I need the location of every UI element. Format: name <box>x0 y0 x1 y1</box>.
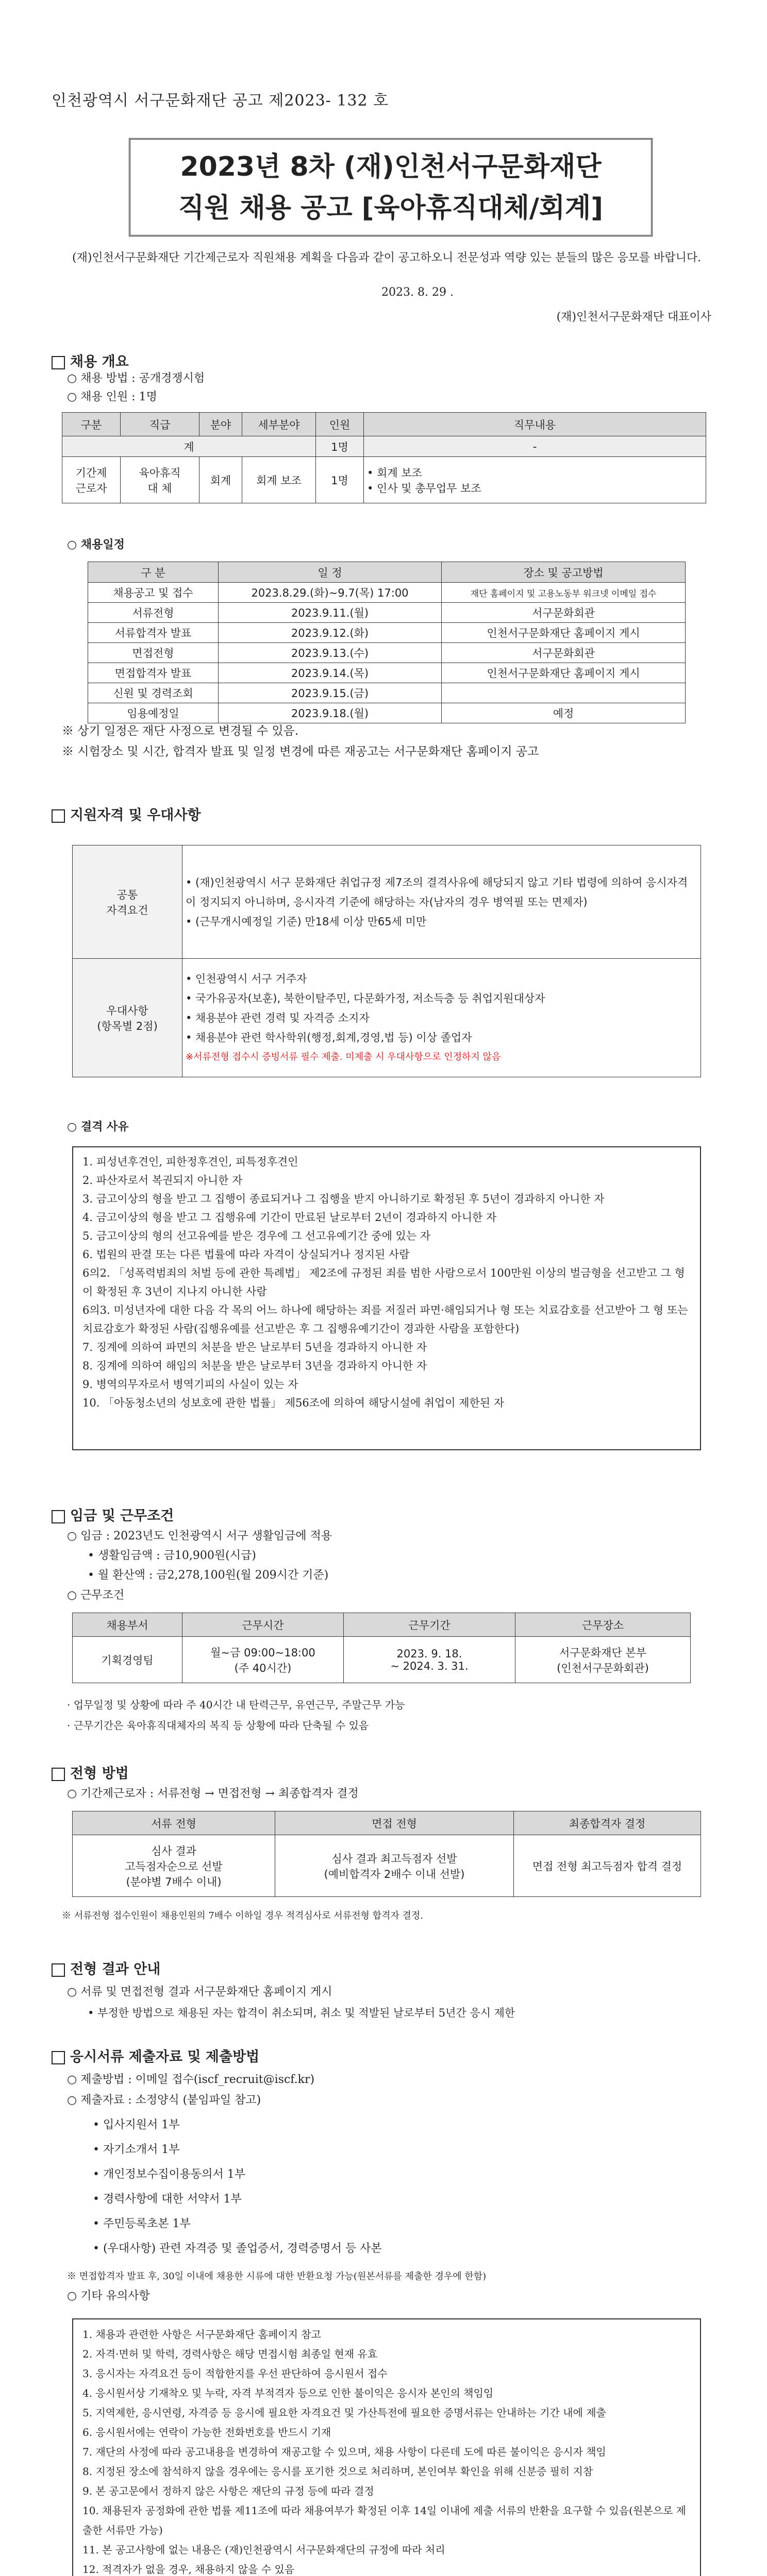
section-result-title: 전형 결과 안내 <box>52 1958 160 1978</box>
disq-item: 1. 피성년후견인, 피한정후견인, 피특정후견인 <box>82 1156 298 1168</box>
header-cell: 근무장소 <box>515 1613 691 1637</box>
header-cell: 직급 <box>121 413 199 436</box>
disq-item: 7. 징계에 의하여 파면의 처분을 받은 날로부터 5년을 경과하지 아니한 자 <box>82 1341 427 1353</box>
result-line-1: ○ 서류 및 면접전형 결과 서구문화재단 홈페이지 게시 <box>67 1986 332 1998</box>
announcement-page <box>52 0 716 2576</box>
selection-table <box>72 1811 701 1897</box>
note-item: 8. 지정된 장소에 참석하지 않을 경우에는 응시를 포기한 것으로 처리하며, 본인여부 확인을 위해 신분증 필히 지참 <box>82 2465 593 2478</box>
intro-text: (재)인천서구문화재단 기간제근로자 직원채용 계획을 다음과 같이 공고하오니 전문성과 역량 있는 분들의 많은 응모를 바랍니다. <box>72 251 702 264</box>
note-item: 6. 응시원서에는 연락이 가능한 전화번호를 반드시 기재 <box>82 2426 331 2438</box>
notes-box <box>72 2318 701 2576</box>
schedule-cell: 2023.9.12.(화) <box>219 623 442 643</box>
recruit-method: ○ 채용 방법 : 공개경쟁시험 <box>67 372 205 385</box>
common-item: • (근무개시예정일 기준) 만18세 이상 만65세 미만 <box>186 915 427 928</box>
work-cell: 기획경영팀 <box>73 1637 182 1683</box>
wage-item-1: • 생활임금액 : 금10,900원(시급) <box>88 1549 256 1562</box>
schedule-cell: 2023.9.18.(월) <box>219 703 442 723</box>
schedule-cell: 2023.9.13.(수) <box>219 643 442 663</box>
schedule-cell: 2023.9.11.(월) <box>219 603 442 623</box>
announce-date: 2023. 8. 29 . <box>381 286 454 299</box>
result-line-2: • 부정한 방법으로 채용된 자는 합격이 취소되며, 취소 및 적발된 날로부터 5년간 응시 제한 <box>88 2007 515 2019</box>
docs-note: ※ 면접합격자 발표 후, 30일 이내에 채용한 시류에 대한 반환요청 가능(원본서류를 제출한 경우에 한함) <box>67 2271 487 2282</box>
title-line-1: 2023년 8차 (재)인천서구문화재단 <box>180 151 602 182</box>
schedule-cell: 신원 및 경력조회 <box>88 683 219 703</box>
checkbox-icon <box>52 356 65 369</box>
eligibility-table <box>72 845 701 1077</box>
announcement-number: 인천광역시 서구문화재단 공고 제2023- 132 호 <box>52 92 389 110</box>
recruit-count: ○ 채용 인원 : 1명 <box>67 391 157 403</box>
schedule-cell: 서구문화회관 <box>442 603 686 623</box>
note-item: 5. 지역제한, 응시연령, 자격증 등 응시에 필요한 자격요건 및 가산특전에 필요한 증명서류는 안내하는 기간 내에 제출 <box>82 2406 606 2419</box>
work-cell: 월~금 09:00~18:00 (주 40시간) <box>182 1637 344 1683</box>
selection-cell: 심사 결과 최고득점자 선발 (예비합격자 2배수 이내 선발) <box>275 1835 514 1897</box>
doc-item: • (우대사항) 관련 자격증 및 졸업증서, 경력증명서 등 사본 <box>93 2242 382 2255</box>
selection-cell: 면접 전형 최고득점자 합격 결정 <box>514 1835 701 1897</box>
duty-item: • 회계 보조 <box>367 466 422 479</box>
note-item: 4. 응시원서상 기재착오 및 누락, 자격 부적격자 등으로 인한 불이익은 응시자 본인의 책임임 <box>82 2387 494 2399</box>
row-cell: 기간제 근로자 <box>62 457 121 503</box>
header-cell: 구 분 <box>88 562 219 583</box>
duty-cell <box>364 457 706 503</box>
disq-item: 5. 금고이상의 형의 선고유예를 받은 경우에 그 선고유예기간 중에 있는 자 <box>82 1230 431 1242</box>
note-item: 7. 재단의 사정에 따라 공고내용을 변경하여 재공고할 수 있으며, 채용 사항이 다른데 도에 따른 불이익은 응시자 책임 <box>82 2446 606 2458</box>
header-cell: 근무시간 <box>182 1613 344 1637</box>
schedule-table <box>88 562 686 723</box>
disq-item: 9. 병역의무자로서 병역기피의 사실이 있는 자 <box>82 1378 298 1391</box>
common-label: 공통 자격요건 <box>73 845 182 959</box>
common-item: • (재)인천광역시 서구 문화재단 취업규정 제7조의 결격사유에 해당되지 않고 기타 법령에 의하여 응시자격이 정지되지 아니하며, 응시자격 기준에 해당하는 자(남자의 경우 병역필 또는 면제자) <box>186 876 688 908</box>
schedule-cell <box>442 683 686 703</box>
disq-item: 6. 법원의 판결 또는 다른 법률에 따라 자격이 상실되거나 정지된 사람 <box>82 1248 410 1261</box>
wage-line: ○ 임금 : 2023년도 인천광역시 서구 생활임금에 적용 <box>67 1530 332 1543</box>
work-note-2: · 근무기간은 육아휴직대체자의 복직 등 상황에 따라 단축될 수 있음 <box>67 1719 369 1732</box>
header-cell: 분야 <box>199 413 242 436</box>
work-cell: 2023. 9. 18. ~ 2024. 3. 31. <box>344 1637 515 1683</box>
work-note-1: · 업무일정 및 상황에 따라 주 40시간 내 탄력근무, 유연근무, 주말근무 가능 <box>67 1699 405 1711</box>
overview-table <box>62 412 706 503</box>
checkbox-icon <box>52 809 65 823</box>
note-item: 9. 본 공고문에서 정하지 않은 사항은 재단의 규정 등에 따라 결정 <box>82 2485 374 2497</box>
title-line-2: 직원 채용 공고 [육아휴직대체/회계] <box>178 192 604 224</box>
pref-item: • 채용분야 관련 경력 및 자격증 소지자 <box>186 1011 370 1024</box>
pref-note: ※서류전형 접수시 증빙서류 필수 제출. 미제출 시 우대사항으로 인정하지 않음 <box>186 1051 501 1062</box>
checkbox-icon <box>52 2051 65 2064</box>
schedule-cell: 2023.8.29.(화)~9.7(목) 17:00 <box>219 583 442 603</box>
total-count: 1명 <box>316 436 364 457</box>
header-cell: 채용부서 <box>73 1613 182 1637</box>
doc-item: • 주민등록초본 1부 <box>93 2217 191 2230</box>
schedule-cell: 임용예정일 <box>88 703 219 723</box>
doc-item: • 경력사항에 대한 서약서 1부 <box>93 2193 242 2206</box>
section-wage-title: 임금 및 근무조건 <box>52 1504 174 1524</box>
schedule-cell: 2023.9.15.(금) <box>219 683 442 703</box>
section-overview-title: 채용 개요 <box>52 350 129 370</box>
checkbox-icon <box>52 1963 65 1977</box>
header-cell: 서류 전형 <box>73 1811 275 1835</box>
schedule-cell: 면접합격자 발표 <box>88 663 219 683</box>
note-item: 12. 적격자가 없을 경우, 채용하지 않을 수 있음 <box>82 2563 295 2575</box>
selection-note: ※ 서류전형 접수인원이 채용인원의 7배수 이하일 경우 적격심사로 서류전형 합격자 결정. <box>62 1910 423 1921</box>
selection-process: ○ 기간제근로자 : 서류전형 → 면접전형 → 최종합격자 결정 <box>67 1787 359 1800</box>
disq-item: 6의3. 미성년자에 대한 다음 각 목의 어느 하나에 해당하는 죄를 저질러 파면·해임되거나 형 또는 치료감호를 선고받아 그 형 또는 치료감호가 확정된 사람(집행유예를 선고받은 후 그 집행유예기간이 경과한 사람을 포함한다) <box>82 1304 688 1335</box>
disq-item: 10. 「아동청소년의 성보호에 관한 법률」 제56조에 의하여 해당시설에 취업이 제한된 자 <box>82 1397 505 1409</box>
selection-cell: 심사 결과 고득점자순으로 선발 (분야별 7배수 이내) <box>73 1835 275 1897</box>
schedule-note-1: ※ 상기 일정은 재단 사정으로 변경될 수 있음. <box>62 724 299 738</box>
disq-item: 2. 파산자로서 복권되지 아니한 자 <box>82 1174 243 1187</box>
submit-method: ○ 제출방법 : 이메일 접수(iscf_recruit@iscf.kr) <box>67 2073 315 2086</box>
pref-item: • 인천광역시 서구 거주자 <box>186 972 307 985</box>
duty-item: • 인사 및 총무업무 보조 <box>367 482 481 495</box>
pref-item: • 국가유공자(보훈), 북한이탈주민, 다문화가정, 저소득층 등 취업지원대상자 <box>186 992 545 1005</box>
pref-item: • 채용분야 관련 학사학위(행정,회계,경영,법 등) 이상 졸업자 <box>186 1031 472 1044</box>
note-item: 1. 채용과 관련한 사항은 서구문화재단 홈페이지 참고 <box>82 2328 321 2341</box>
header-cell: 일 정 <box>219 562 442 583</box>
schedule-title: ○ 채용일정 <box>67 538 125 551</box>
section-documents-title: 응시서류 제출자료 및 제출방법 <box>52 2045 259 2065</box>
section-eligibility-title: 지원자격 및 우대사항 <box>52 804 201 824</box>
disq-item: 4. 금고이상의 형을 받고 그 집행유예 기간이 만료된 날로부터 2년이 경과하지 아니한 자 <box>82 1211 497 1224</box>
header-cell: 면접 전형 <box>275 1811 514 1835</box>
section-selection-title: 전형 방법 <box>52 1762 129 1782</box>
note-item: 10. 채용된자 공정화에 관한 법률 제11조에 따라 채용여부가 확정된 이후 14일 이내에 제출 서류의 반환을 요구할 수 있음(원본으로 제출한 서류만 가능) <box>82 2504 686 2536</box>
schedule-cell: 인천서구문화재단 홈페이지 게시 <box>442 623 686 643</box>
checkbox-icon <box>52 1768 65 1781</box>
schedule-cell: 재단 홈페이지 및 고용노동부 워크넷 이메일 접수 <box>442 583 686 603</box>
wage-item-2: • 월 환산액 : 금2,278,100원(월 209시간 기준) <box>88 1569 329 1582</box>
checkbox-icon <box>52 1510 65 1523</box>
header-cell: 최종합격자 결정 <box>514 1811 701 1835</box>
schedule-cell: 서류합격자 발표 <box>88 623 219 643</box>
pref-items <box>182 959 701 1077</box>
doc-item: • 개인정보수집이용동의서 1부 <box>93 2168 245 2181</box>
doc-item: • 자기소개서 1부 <box>93 2143 180 2156</box>
header-cell: 구분 <box>62 413 121 436</box>
pref-label: 우대사항 (항목별 2점) <box>73 959 182 1077</box>
header-cell: 인원 <box>316 413 364 436</box>
schedule-cell: 2023.9.14.(목) <box>219 663 442 683</box>
work-cell: 서구문화재단 본부 (인천서구문화회관) <box>515 1637 691 1683</box>
schedule-cell: 서구문화회관 <box>442 643 686 663</box>
header-cell: 근무기간 <box>344 1613 515 1637</box>
doc-item: • 입사지원서 1부 <box>93 2119 180 2131</box>
schedule-cell: 서류전형 <box>88 603 219 623</box>
org-name: (재)인천서구문화재단 대표이사 <box>556 311 711 324</box>
total-duty: - <box>364 436 706 457</box>
title-box <box>129 138 653 236</box>
schedule-cell: 면접전형 <box>88 643 219 663</box>
disq-item: 3. 금고이상의 형을 받고 그 집행이 종료되거나 그 집행을 받지 아니하기로 확정된 후 5년이 경과하지 아니한 자 <box>82 1193 605 1205</box>
schedule-cell: 인천서구문화재단 홈페이지 게시 <box>442 663 686 683</box>
disq-item: 8. 징계에 의하여 해임의 처분을 받은 날로부터 3년을 경과하지 아니한 자 <box>82 1360 427 1372</box>
row-cell: 1명 <box>316 457 364 503</box>
disqualification-box <box>72 1146 701 1450</box>
disqualification-title: ○ 결격 사유 <box>67 1120 129 1133</box>
work-cond-title: ○ 근무조건 <box>67 1589 125 1602</box>
note-item: 3. 응시자는 자격요건 등이 적합한지를 우선 판단하여 응시원서 접수 <box>82 2367 388 2380</box>
row-cell: 육아휴직 대 체 <box>121 457 199 503</box>
header-cell: 장소 및 공고방법 <box>442 562 686 583</box>
schedule-cell: 채용공고 및 접수 <box>88 583 219 603</box>
note-item: 11. 본 공고사항에 없는 내용은 (재)인천광역시 서구문화재단의 규정에 따라 처리 <box>82 2544 445 2556</box>
schedule-note-2: ※ 시험장소 및 시간, 합격자 발표 및 일정 변경에 따른 재공고는 서구문화재단 홈페이지 공고 <box>62 745 539 758</box>
schedule-cell: 예정 <box>442 703 686 723</box>
total-label: 계 <box>62 436 316 457</box>
disq-item: 6의2. 「성폭력범죄의 처벌 등에 관한 특례법」 제2조에 규정된 죄를 범한 사람으로서 100만원 이상의 벌금형을 선고받고 그 형이 확정된 후 3년이 지나지 아니한 사람 <box>82 1267 685 1298</box>
row-cell: 회계 <box>199 457 242 503</box>
etc-title: ○ 기타 유의사항 <box>67 2290 150 2302</box>
header-cell: 세부분야 <box>242 413 316 436</box>
header-cell: 직무내용 <box>364 413 706 436</box>
work-condition-table <box>72 1613 691 1683</box>
common-requirements <box>182 845 701 959</box>
submit-docs-title: ○ 제출자료 : 소정양식 (붙임파일 참고) <box>67 2094 261 2107</box>
note-item: 2. 자격·면허 및 학력, 경력사항은 해당 면접시험 최종일 현재 유효 <box>82 2348 378 2360</box>
row-cell: 회계 보조 <box>242 457 316 503</box>
